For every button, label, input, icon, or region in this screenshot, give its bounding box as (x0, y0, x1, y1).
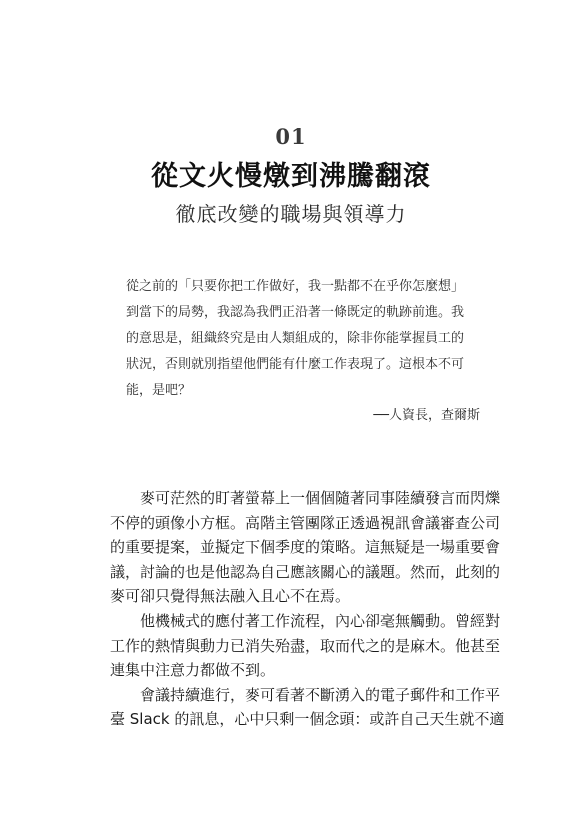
paragraph-line: 麥可卻只覺得無法融入且心不在焉。 (110, 587, 351, 606)
paragraph-line: 議，討論的也是他認為自己應該關心的議題。然而，此刻的 (110, 562, 501, 581)
chapter-number: 01 (275, 124, 307, 149)
paragraph-line: 會議持續進行，麥可看著不斷湧入的電子郵件和工作平 (140, 685, 501, 704)
chapter-title: 從文火慢燉到沸騰翻滾 (151, 161, 431, 192)
epigraph-line: 的意思是，組織終究是由人類組成的，除非你能掌握員工的 (126, 331, 465, 346)
epigraph-line: 狀況，否則就別指望他們能有什麼工作表現了。這根本不可 (126, 357, 465, 372)
chapter-subtitle: 徹底改變的職場與領導力 (175, 202, 407, 226)
paragraph-line: 他機械式的應付著工作流程，內心卻毫無觸動。曾經對 (140, 611, 501, 630)
epigraph-line: 從之前的「只要你把工作做好，我一點都不在乎你怎麼想」 (126, 279, 465, 294)
epigraph-attribution: ──人資長，查爾斯 (373, 408, 480, 423)
epigraph-quote (126, 274, 486, 404)
paragraph-line: 的重要提案，並擬定下個季度的策略。這無疑是一場重要會 (110, 538, 501, 557)
epigraph-line: 能，是吧？ (126, 383, 192, 398)
paragraph-line: 工作的熱情與動力已消失殆盡，取而代之的是麻木。他甚至 (110, 636, 501, 655)
epigraph-line: 到當下的局勢，我認為我們正沿著一條既定的軌跡前進。我 (126, 305, 465, 320)
paragraph-line: 連集中注意力都做不到。 (110, 661, 276, 680)
paragraph-line: 臺 Slack 的訊息，心中只剩一個念頭：或許自己天生就不適 (110, 710, 504, 729)
paragraph-line: 麥可茫然的盯著螢幕上一個個隨著同事陸續發言而閃爍 (140, 489, 501, 507)
paragraph-line: 不停的頭像小方框。高階主管團隊正透過視訊會議審查公司 (110, 513, 501, 532)
body-text (110, 486, 504, 732)
